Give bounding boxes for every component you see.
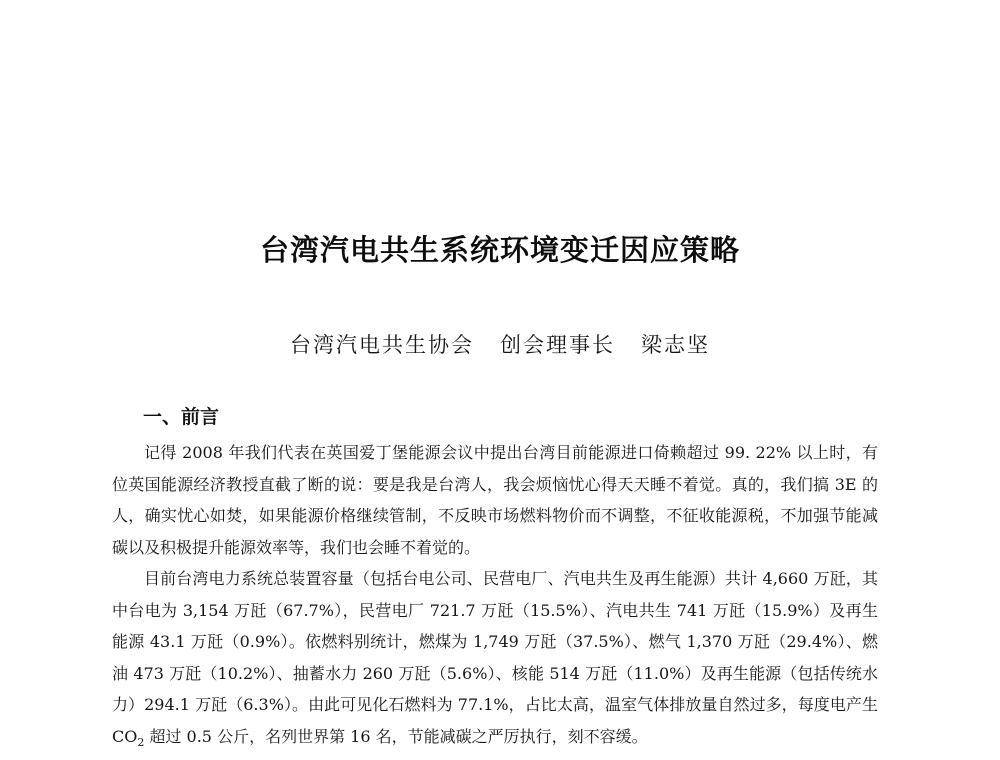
paragraph-1: 记得 2008 年我们代表在英国爱丁堡能源会议中提出台湾目前能源进口倚赖超过 99. 22% 以上时，有位英国能源经济教授直截了断的说：要是我是台湾人，我会烦恼忧心得天天睡不着觉。真的，我们搞 3E 的人，确实忧心如焚，如果能源价格继续管制，不反映市场燃料物价而不调整，不征收能源税，不加强节能减碳以及积极提升能源效率等，我们也会睡不着觉的。	[112, 443, 878, 557]
byline	[0, 329, 1000, 359]
paragraph-2-part-1: 目前台湾电力系统总装置容量（包括台电公司、民营电厂、汽电共生及再生能源）共计 4,660 万瓩，其中台电为 3,154 万瓩（67.7%），民营电厂 721.7 万瓩（15.5%）、汽电共生 741 万瓩（15.9%）及再生能源 43.1 万瓩（0.9%）。依燃料别统计，燃煤为 1,749 万瓩（37.5%）、燃气 1,370 万瓩（29.4%）、燃油 473 万瓩（10.2%）、抽蓄水力 260 万瓩（5.6%）、核能 514 万瓩（11.0%）及再生能源（包括传统水力）294.1 万瓩（6.3%）。由此可见化石燃料为 77.1%，占比太高，温室气体排放量自然过多，每度电产生 CO	[112, 569, 878, 746]
document-title: 台湾汽电共生系统环境变迁因应策略	[259, 233, 740, 267]
paragraph-2-part-2: 超过 0.5 公斤，名列世界第 16 名，节能减碳之严厉执行，刻不容缓。	[144, 726, 648, 746]
co2-subscript: 2	[137, 735, 145, 749]
byline-position: 创会理事长	[500, 333, 615, 357]
body-text	[112, 437, 878, 752]
byline-author: 梁志坚	[641, 333, 710, 357]
section-heading: 一、前言	[143, 406, 220, 428]
byline-organization: 台湾汽电共生协会	[290, 333, 474, 357]
paragraph-2	[112, 563, 878, 752]
